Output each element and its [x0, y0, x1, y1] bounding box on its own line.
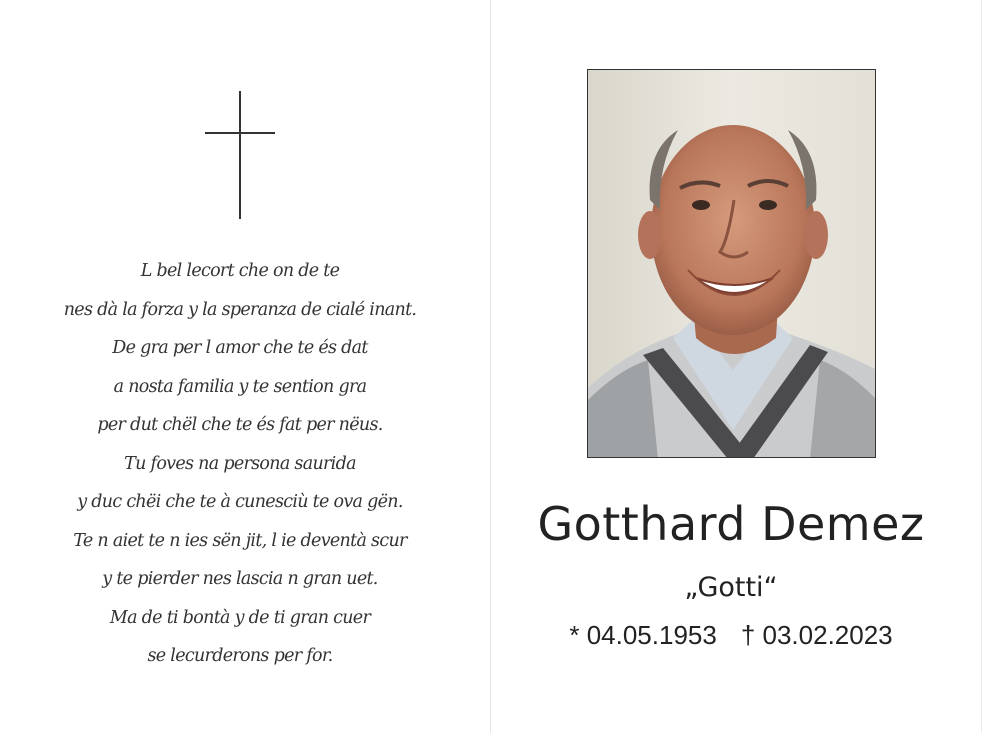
memorial-poem	[20, 252, 460, 676]
poem-line: y te pierder nes lascia n gran uet.	[102, 569, 378, 589]
right-page	[491, 0, 981, 733]
poem-line: nes dà la forza y la speranza de cialé inant.	[63, 299, 417, 320]
poem-line: Ma de ti bontà y de ti gran cuer	[109, 607, 371, 628]
deceased-nickname: „Gotti“	[684, 572, 778, 603]
life-dates	[491, 620, 971, 651]
poem-line: De gra per l amor che te és dat	[112, 338, 368, 358]
poem-line: per dut chël che te és fat per nëus.	[97, 415, 383, 435]
cross-icon	[205, 91, 275, 219]
death-date: † 03.02.2023	[740, 620, 893, 650]
left-page	[0, 0, 490, 733]
portrait-photo	[587, 69, 876, 458]
poem-line: L bel lecort che on de te	[140, 261, 340, 281]
poem-line: Tu foves na persona saurida	[124, 453, 356, 474]
deceased-name: Gotthard Demez	[537, 497, 925, 551]
birth-date: * 04.05.1953	[569, 620, 717, 650]
poem-line: y duc chëi che te à cunesciù te ova gën.	[77, 492, 403, 512]
poem-line: Te n aiet te n ies sën jit, l ie deventà scur	[73, 530, 407, 551]
poem-line: a nosta familia y te sention gra	[113, 376, 367, 397]
poem-line: se lecurderons per for.	[147, 646, 333, 666]
